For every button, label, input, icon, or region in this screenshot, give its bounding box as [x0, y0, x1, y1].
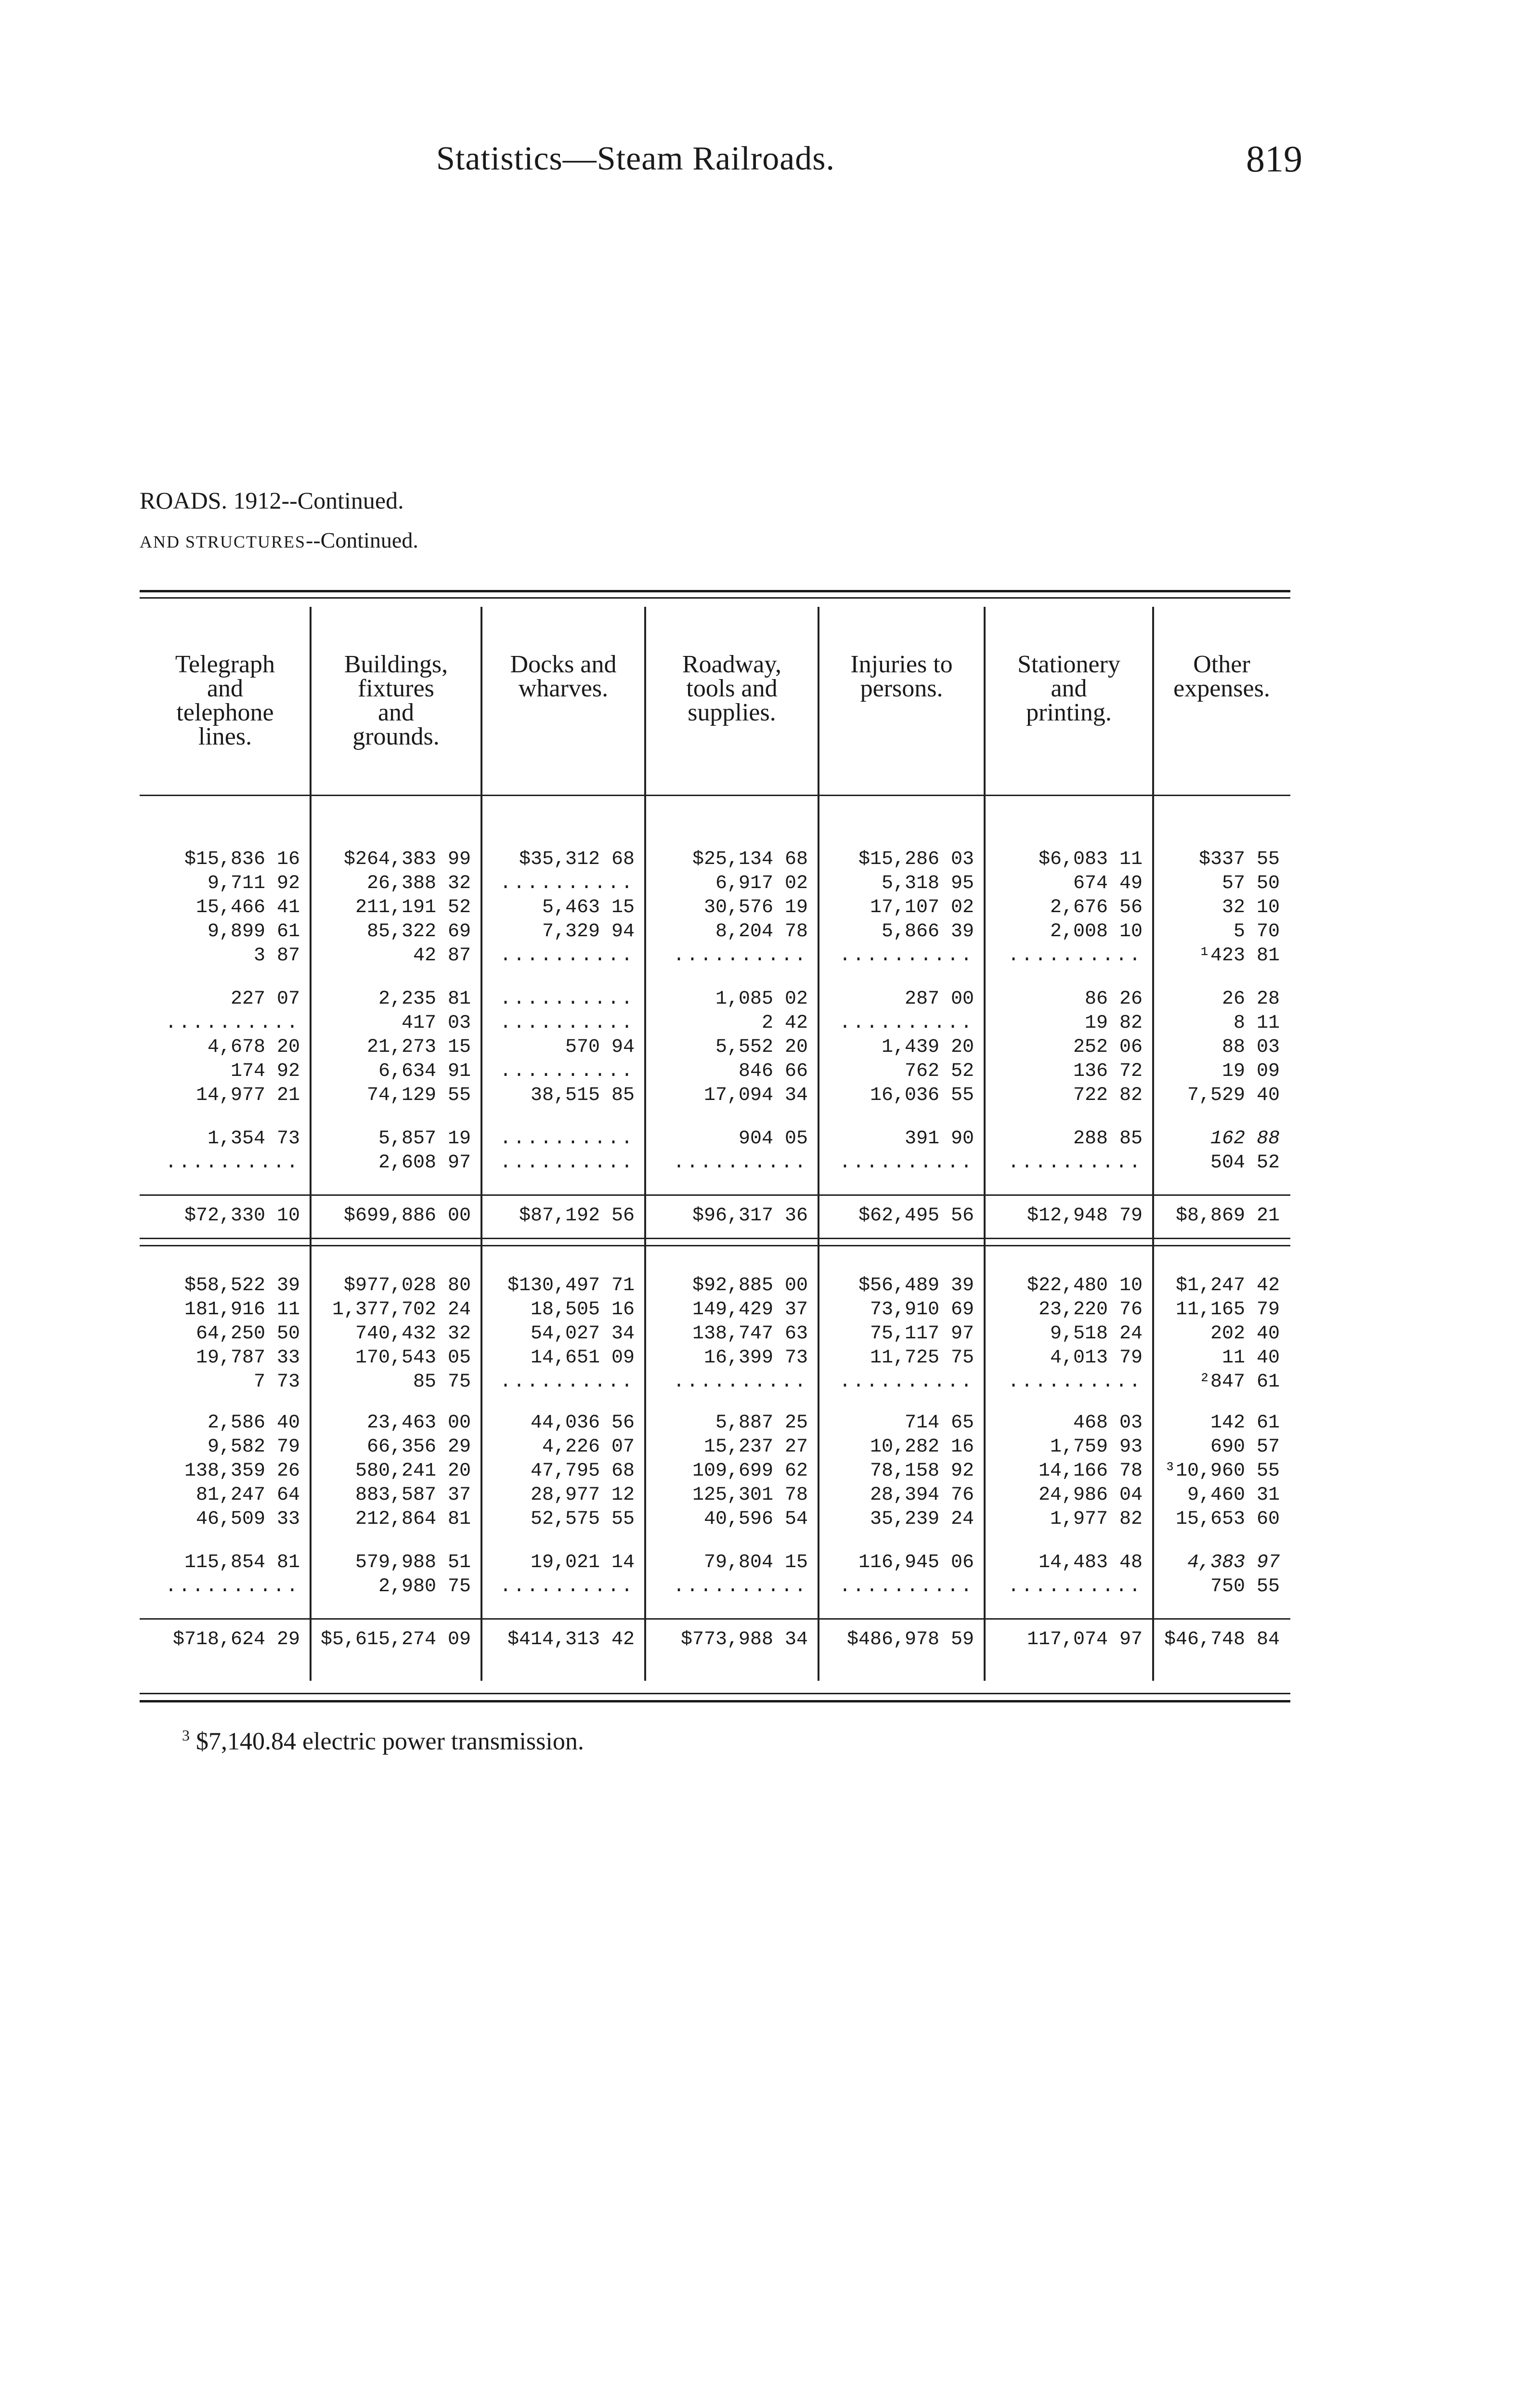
- table-cell: ..........: [499, 1128, 635, 1150]
- table-cell: 54,027 34: [530, 1323, 635, 1345]
- table-cell: 79,804 15: [703, 1552, 808, 1573]
- table-cell: 74,129 55: [366, 1085, 471, 1106]
- table-cell: $977,028 80: [343, 1275, 471, 1296]
- table-cell: 4,013 79: [1050, 1347, 1143, 1369]
- table-cell: 125,301 78: [692, 1484, 808, 1506]
- total-cell: $87,192 56: [519, 1205, 635, 1227]
- table-cell: 136 72: [1073, 1060, 1143, 1082]
- total-cell: $62,495 56: [858, 1205, 974, 1227]
- column-divider: [481, 607, 482, 1681]
- table-cell: 227 07: [230, 988, 300, 1010]
- table-cell: 391 90: [904, 1128, 974, 1150]
- top-rule: [140, 590, 1290, 592]
- column-divider: [984, 607, 986, 1681]
- table-cell: 16,036 55: [870, 1085, 974, 1106]
- table-cell: 9,582 79: [207, 1436, 300, 1458]
- table-cell: 11,725 75: [870, 1347, 974, 1369]
- table-cell: 846 66: [738, 1060, 808, 1082]
- table-column: [985, 597, 1153, 1690]
- table-cell: ²847 61: [1198, 1371, 1280, 1393]
- table-cell: 42 87: [413, 945, 471, 967]
- table-cell: $56,489 39: [858, 1275, 974, 1296]
- table-cell: ..........: [673, 1576, 808, 1597]
- column-divider: [644, 607, 646, 1681]
- bottom-rule: [140, 1700, 1290, 1702]
- column-header-line: wharves.: [518, 675, 609, 702]
- table-cell: ..........: [1007, 1371, 1143, 1393]
- table-cell: 740,432 32: [355, 1323, 471, 1345]
- table-cell: 580,241 20: [355, 1460, 471, 1482]
- table-cell: 138,747 63: [692, 1323, 808, 1345]
- table-cell: 504 52: [1210, 1152, 1280, 1174]
- table-cell: 35,239 24: [870, 1508, 974, 1530]
- total-cell: $72,330 10: [184, 1205, 300, 1227]
- table-cell: ..........: [499, 1152, 635, 1174]
- table-cell: $15,286 03: [858, 849, 974, 870]
- table-cell: 75,117 97: [870, 1323, 974, 1345]
- grand-total-cell: $5,615,274 09: [320, 1629, 471, 1650]
- table-cell: 674 49: [1073, 873, 1143, 894]
- table-cell: 6,917 02: [715, 873, 808, 894]
- table-cell: 762 52: [904, 1060, 974, 1082]
- table-cell: 86 26: [1084, 988, 1143, 1010]
- table-cell: $130,497 71: [507, 1275, 635, 1296]
- table-cell: 15,653 60: [1175, 1508, 1280, 1530]
- table-cell: 149,429 37: [692, 1299, 808, 1321]
- table-cell: $264,383 99: [343, 849, 471, 870]
- table-cell: 2,980 75: [378, 1576, 471, 1597]
- table-cell: ..........: [499, 873, 635, 894]
- table-cell: ..........: [1007, 945, 1143, 967]
- table-cell: 288 85: [1073, 1128, 1143, 1150]
- table-cell: 2,586 40: [207, 1412, 300, 1434]
- column-header-line: and: [1051, 675, 1087, 702]
- table-cell: 14,483 48: [1038, 1552, 1143, 1573]
- grand-total-cell: $718,624 29: [172, 1629, 300, 1650]
- table-cell: ..........: [839, 945, 974, 967]
- table-cell: 11 40: [1221, 1347, 1280, 1369]
- total-cell: $96,317 36: [692, 1205, 808, 1227]
- expense-table: [140, 597, 1290, 1690]
- table-cell: 1,377,702 24: [332, 1299, 471, 1321]
- table-cell: 10,282 16: [870, 1436, 974, 1458]
- table-cell: 9,899 61: [207, 921, 300, 942]
- table-cell: 16,399 73: [703, 1347, 808, 1369]
- table-cell: 46,509 33: [195, 1508, 300, 1530]
- table-cell: 115,854 81: [184, 1552, 300, 1573]
- table-cell: 15,237 27: [703, 1436, 808, 1458]
- column-header-line: Roadway,: [682, 651, 782, 678]
- table-cell: ..........: [499, 988, 635, 1010]
- table-cell: $337 55: [1198, 849, 1280, 870]
- table-cell: ³10,960 55: [1164, 1460, 1280, 1482]
- table-cell: 1,759 93: [1050, 1436, 1143, 1458]
- table-cell: 109,699 62: [692, 1460, 808, 1482]
- table-cell: 252 06: [1073, 1036, 1143, 1058]
- table-column: [645, 597, 818, 1690]
- table-cell: ..........: [499, 1060, 635, 1082]
- table-cell: 81,247 64: [195, 1484, 300, 1506]
- table-cell: 2,235 81: [378, 988, 471, 1010]
- table-cell: ..........: [499, 945, 635, 967]
- table-cell: 5,318 95: [881, 873, 974, 894]
- column-header-line: and: [207, 675, 244, 702]
- table-cell: 690 57: [1210, 1436, 1280, 1458]
- table-column: [481, 597, 645, 1690]
- table-cell: 883,587 37: [355, 1484, 471, 1506]
- table-cell: 64,250 50: [195, 1323, 300, 1345]
- table-cell: 570 94: [565, 1036, 635, 1058]
- table-cell: 57 50: [1221, 873, 1280, 894]
- table-cell: ..........: [673, 1152, 808, 1174]
- table-cell: 5,857 19: [378, 1128, 471, 1150]
- table-cell: 47,795 68: [530, 1460, 635, 1482]
- table-cell: 7,529 40: [1187, 1085, 1280, 1106]
- table-caption-line2: [140, 527, 418, 553]
- table-cell: 23,220 76: [1038, 1299, 1143, 1321]
- column-header: [818, 653, 985, 701]
- total-cell: $699,886 00: [343, 1205, 471, 1227]
- table-cell: 212,864 81: [355, 1508, 471, 1530]
- table-cell: 66,356 29: [366, 1436, 471, 1458]
- table-cell: 73,910 69: [870, 1299, 974, 1321]
- table-cell: 4,383 97: [1187, 1552, 1280, 1573]
- table-cell: 5 70: [1233, 921, 1280, 942]
- column-divider: [310, 607, 312, 1681]
- table-cell: ..........: [839, 1576, 974, 1597]
- table-cell: 4,226 07: [542, 1436, 635, 1458]
- table-cell: 174 92: [230, 1060, 300, 1082]
- table-cell: 904 05: [738, 1128, 808, 1150]
- column-header: [311, 653, 481, 749]
- table-cell: 9,711 92: [207, 873, 300, 894]
- table-cell: 17,107 02: [870, 897, 974, 918]
- table-column: [818, 597, 985, 1690]
- table-column: [311, 597, 481, 1690]
- table-cell: 3 87: [253, 945, 300, 967]
- column-header-line: persons.: [860, 675, 943, 702]
- table-cell: 14,166 78: [1038, 1460, 1143, 1482]
- column-header-line: and: [377, 699, 415, 726]
- table-cell: ..........: [673, 1371, 808, 1393]
- grand-total-cell: $773,988 34: [680, 1629, 808, 1650]
- table-cell: 38,515 85: [530, 1085, 635, 1106]
- table-cell: 468 03: [1073, 1412, 1143, 1434]
- table-cell: 78,158 92: [870, 1460, 974, 1482]
- column-header-line: lines.: [198, 723, 252, 750]
- table-cell: 28,977 12: [530, 1484, 635, 1506]
- table-cell: 1,977 82: [1050, 1508, 1143, 1530]
- table-cell: 1,085 02: [715, 988, 808, 1010]
- table-cell: 32 10: [1221, 897, 1280, 918]
- column-divider: [818, 607, 819, 1681]
- table-cell: 287 00: [904, 988, 974, 1010]
- table-cell: 8,204 78: [715, 921, 808, 942]
- table-cell: 2 42: [761, 1012, 808, 1034]
- table-cell: 15,466 41: [195, 897, 300, 918]
- table-cell: 24,986 04: [1038, 1484, 1143, 1506]
- grand-total-cell: $414,313 42: [507, 1629, 635, 1650]
- grand-total-cell: $46,748 84: [1164, 1629, 1280, 1650]
- table-cell: ..........: [1007, 1576, 1143, 1597]
- total-cell: $12,948 79: [1026, 1205, 1143, 1227]
- table-cell: ¹423 81: [1198, 945, 1280, 967]
- table-cell: 5,887 25: [715, 1412, 808, 1434]
- column-header-line: Other: [1193, 651, 1250, 678]
- table-cell: $58,522 39: [184, 1275, 300, 1296]
- table-cell: 19 09: [1221, 1060, 1280, 1082]
- table-cell: 2,008 10: [1050, 921, 1143, 942]
- table-cell: 722 82: [1073, 1085, 1143, 1106]
- table-cell: 40,596 54: [703, 1508, 808, 1530]
- table-cell: ..........: [499, 1576, 635, 1597]
- table-cell: $25,134 68: [692, 849, 808, 870]
- table-cell: 21,273 15: [366, 1036, 471, 1058]
- column-header: [140, 653, 311, 749]
- column-header-line: grounds.: [352, 723, 440, 750]
- table-cell: ..........: [499, 1012, 635, 1034]
- column-header: [481, 653, 645, 701]
- table-cell: 19 82: [1084, 1012, 1143, 1034]
- table-cell: 52,575 55: [530, 1508, 635, 1530]
- table-cell: 9,518 24: [1050, 1323, 1143, 1345]
- table-cell: 116,945 06: [858, 1552, 974, 1573]
- column-header-line: supplies.: [688, 699, 776, 726]
- column-header-line: expenses.: [1173, 675, 1270, 702]
- table-cell: 28,394 76: [870, 1484, 974, 1506]
- table-cell: 1,354 73: [207, 1128, 300, 1150]
- table-cell: ..........: [673, 945, 808, 967]
- table-cell: 88 03: [1221, 1036, 1280, 1058]
- column-header-line: printing.: [1026, 699, 1112, 726]
- table-cell: ..........: [165, 1576, 300, 1597]
- total-cell: $8,869 21: [1175, 1205, 1280, 1227]
- table-cell: 181,916 11: [184, 1299, 300, 1321]
- table-cell: $92,885 00: [692, 1275, 808, 1296]
- table-cell: 5,866 39: [881, 921, 974, 942]
- table-cell: 142 61: [1210, 1412, 1280, 1434]
- table-cell: 8 11: [1233, 1012, 1280, 1034]
- table-cell: ..........: [839, 1371, 974, 1393]
- table-cell: 23,463 00: [366, 1412, 471, 1434]
- footnote-mark: 3: [182, 1727, 190, 1744]
- table-cell: 162 88: [1210, 1128, 1280, 1150]
- table-cell: 750 55: [1210, 1576, 1280, 1597]
- table-cell: $1,247 42: [1175, 1275, 1280, 1296]
- table-cell: 19,787 33: [195, 1347, 300, 1369]
- table-cell: 14,651 09: [530, 1347, 635, 1369]
- table-cell: ..........: [165, 1012, 300, 1034]
- table-cell: ..........: [499, 1371, 635, 1393]
- page-number: 819: [1246, 138, 1302, 180]
- column-header-line: Injuries to: [850, 651, 953, 678]
- column-header-line: Stationery: [1017, 651, 1120, 678]
- column-header-line: Buildings,: [344, 651, 448, 678]
- column-header: [645, 653, 818, 725]
- table-cell: 9,460 31: [1187, 1484, 1280, 1506]
- table-cell: 202 40: [1210, 1323, 1280, 1345]
- table-cell: 1,439 20: [881, 1036, 974, 1058]
- table-cell: $22,480 10: [1026, 1275, 1143, 1296]
- table-cell: ..........: [165, 1152, 300, 1174]
- footnote-text: $7,140.84 electric power transmission.: [196, 1727, 584, 1755]
- caption-tail: --Continued.: [306, 528, 418, 552]
- table-cell: 19,021 14: [530, 1552, 635, 1573]
- column-header: [985, 653, 1153, 725]
- table-cell: 138,359 26: [184, 1460, 300, 1482]
- table-cell: 2,676 56: [1050, 897, 1143, 918]
- table-cell: 579,988 51: [355, 1552, 471, 1573]
- table-cell: 4,678 20: [207, 1036, 300, 1058]
- table-cell: ..........: [1007, 1152, 1143, 1174]
- caption-small-caps: AND STRUCTURES: [140, 532, 306, 551]
- table-cell: 85,322 69: [366, 921, 471, 942]
- table-cell: ..........: [839, 1012, 974, 1034]
- grand-total-cell: 117,074 97: [1026, 1629, 1143, 1650]
- table-cell: 85 75: [413, 1371, 471, 1393]
- table-cell: 170,543 05: [355, 1347, 471, 1369]
- column-header-line: tools and: [686, 675, 778, 702]
- table-cell: 5,552 20: [715, 1036, 808, 1058]
- table-cell: $15,836 16: [184, 849, 300, 870]
- column-header-line: Telegraph: [175, 651, 275, 678]
- table-cell: 44,036 56: [530, 1412, 635, 1434]
- table-cell: 6,634 91: [378, 1060, 471, 1082]
- column-header-line: fixtures: [358, 675, 434, 702]
- table-cell: $6,083 11: [1038, 849, 1143, 870]
- table-cell: 7 73: [253, 1371, 300, 1393]
- table-cell: 30,576 19: [703, 897, 808, 918]
- footnote: [182, 1727, 584, 1755]
- column-header-line: Docks and: [510, 651, 617, 678]
- grand-total-cell: $486,978 59: [846, 1629, 974, 1650]
- table-cell: 11,165 79: [1175, 1299, 1280, 1321]
- table-cell: ..........: [839, 1152, 974, 1174]
- table-cell: 417 03: [401, 1012, 471, 1034]
- table-cell: 211,191 52: [355, 897, 471, 918]
- table-cell: 26 28: [1221, 988, 1280, 1010]
- column-header-line: telephone: [176, 699, 274, 726]
- column-divider: [1152, 607, 1154, 1681]
- table-column: [1153, 597, 1290, 1690]
- table-cell: 26,388 32: [366, 873, 471, 894]
- bottom-rule-inner: [140, 1693, 1290, 1694]
- column-header: [1153, 653, 1290, 701]
- table-cell: 7,329 94: [542, 921, 635, 942]
- table-cell: 714 65: [904, 1412, 974, 1434]
- table-column: [140, 597, 311, 1690]
- table-cell: 2,608 97: [378, 1152, 471, 1174]
- table-cell: 18,505 16: [530, 1299, 635, 1321]
- table-caption-line1: ROADS. 1912--Continued.: [140, 487, 404, 514]
- table-cell: 5,463 15: [542, 897, 635, 918]
- table-cell: 14,977 21: [195, 1085, 300, 1106]
- running-head: Statistics—Steam Railroads.: [436, 140, 835, 177]
- table-cell: 17,094 34: [703, 1085, 808, 1106]
- table-cell: $35,312 68: [519, 849, 635, 870]
